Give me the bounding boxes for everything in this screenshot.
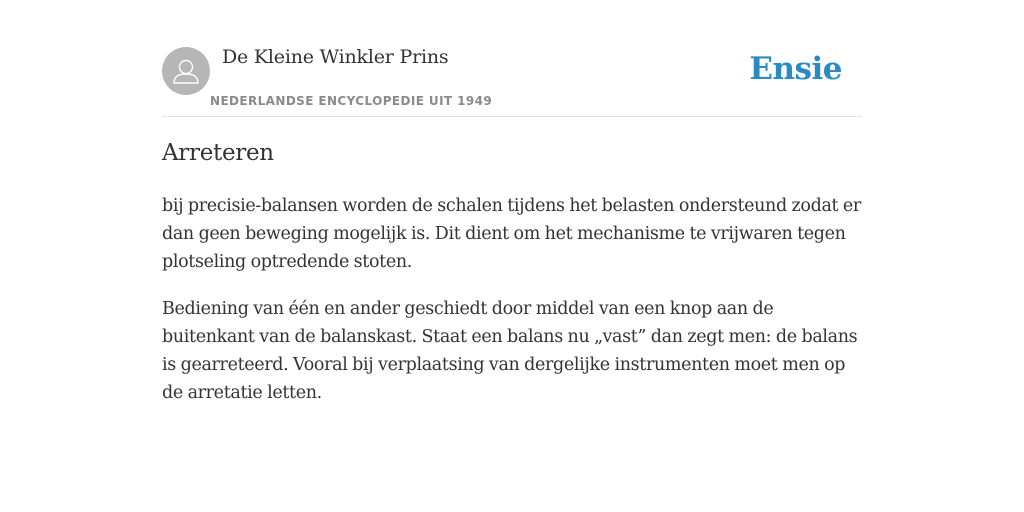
page-header bbox=[162, 0, 862, 117]
entry-title: Arreteren bbox=[162, 140, 274, 166]
entry-paragraph: bij precisie-balansen worden de schalen tijdens het belasten ondersteund zodat er dan geen beweging mogelijk is. Dit dient om het mechanisme te vrijwaren tegen plotseling optredende stoten. bbox=[162, 196, 861, 272]
user-icon bbox=[162, 47, 210, 95]
entry-paragraph: Bediening van één en ander geschiedt door middel van een knop aan de buitenkant van de balanskast. Staat een balans nu „vast” dan zegt men: de balans is gearreteerd. Vooral bij verplaatsing van dergelijke instrumenten moet men op de arretatie letten. bbox=[162, 299, 858, 403]
source-title[interactable]: De Kleine Winkler Prins bbox=[222, 46, 449, 68]
ensie-logo-link[interactable]: Ensie bbox=[749, 51, 842, 87]
source-avatar[interactable] bbox=[162, 47, 210, 95]
source-subtitle: NEDERLANDSE ENCYCLOPEDIE UIT 1949 bbox=[210, 94, 493, 108]
encyclopedia-page bbox=[162, 0, 862, 403]
entry-body bbox=[162, 192, 866, 426]
